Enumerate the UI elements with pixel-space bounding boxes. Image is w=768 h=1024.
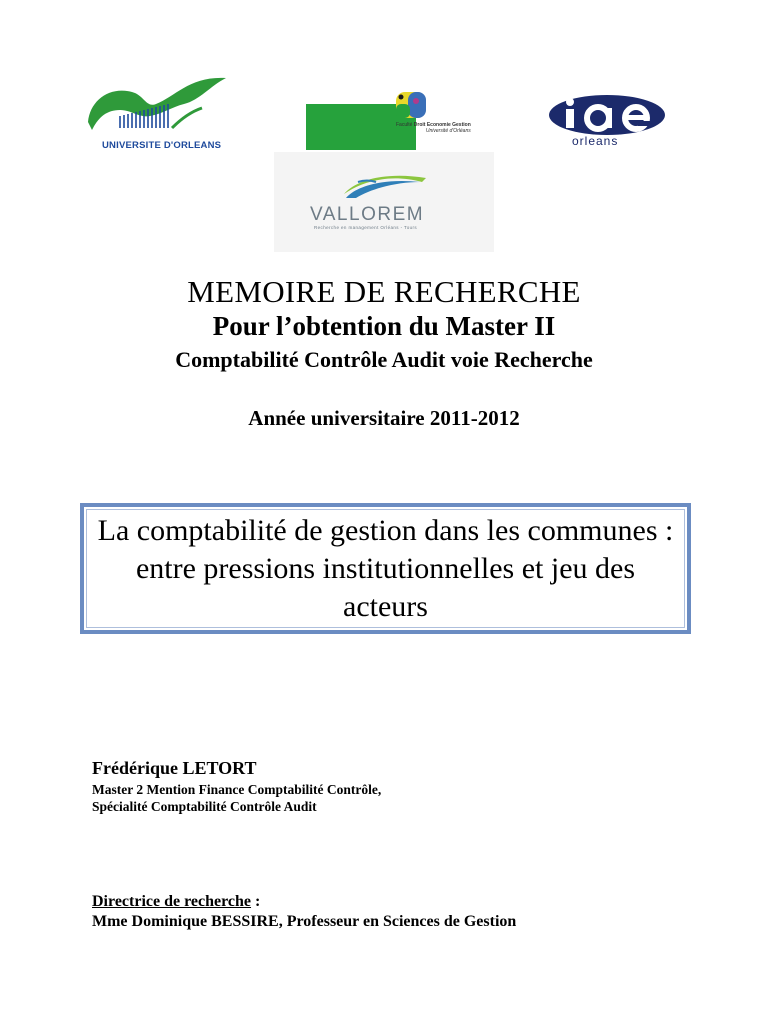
- iae-orleans-logo: [548, 94, 668, 154]
- author-speciality: Spécialité Comptabilité Contrôle Audit: [92, 799, 317, 814]
- director-label-text: Directrice de recherche: [92, 893, 252, 910]
- iae-emblem: [548, 94, 668, 136]
- director-label-suffix: :: [251, 893, 261, 910]
- iae-caption: orleans: [572, 134, 619, 148]
- faculte-caption-sub: Université d'Orléans: [425, 128, 471, 134]
- vallorem-tagline: Recherche en management Orléans - Tours: [314, 225, 418, 230]
- universite-orleans-emblem: [80, 70, 230, 140]
- thesis-title-box: [80, 503, 691, 634]
- faculte-caption: [396, 122, 471, 134]
- master-subtitle: Pour l’obtention du Master II: [212, 311, 556, 341]
- faculte-logo: [304, 86, 480, 154]
- vallorem-logo: [274, 152, 494, 252]
- vallorem-swoosh-icon: [274, 152, 494, 202]
- academic-year: Année universitaire 2011-2012: [248, 406, 520, 430]
- speciality-subtitle: Comptabilité Contrôle Audit voie Recherche: [175, 347, 593, 372]
- memoire-title: MEMOIRE DE RECHERCHE: [187, 274, 581, 309]
- faculte-emblem: [304, 86, 480, 154]
- director-label: [92, 893, 260, 911]
- author-name: Frédérique LETORT: [92, 758, 257, 778]
- universite-orleans-logo: [80, 70, 230, 158]
- author-program: Master 2 Mention Finance Comptabilité Contrôle,: [92, 782, 382, 797]
- faculte-caption-strong: Droit Economie Gestion: [413, 122, 471, 128]
- vallorem-name: VALLOREM: [310, 204, 425, 225]
- director-name: Mme Dominique BESSIRE, Professeur en Sciences de Gestion: [92, 913, 517, 930]
- faculte-caption-prefix: Faculté: [396, 122, 413, 128]
- thesis-title: La comptabilité de gestion dans les communes : entre pressions institutionnelles et jeu des acteurs: [97, 513, 674, 623]
- universite-caption: UNIVERSITE D'ORLEANS: [102, 140, 222, 151]
